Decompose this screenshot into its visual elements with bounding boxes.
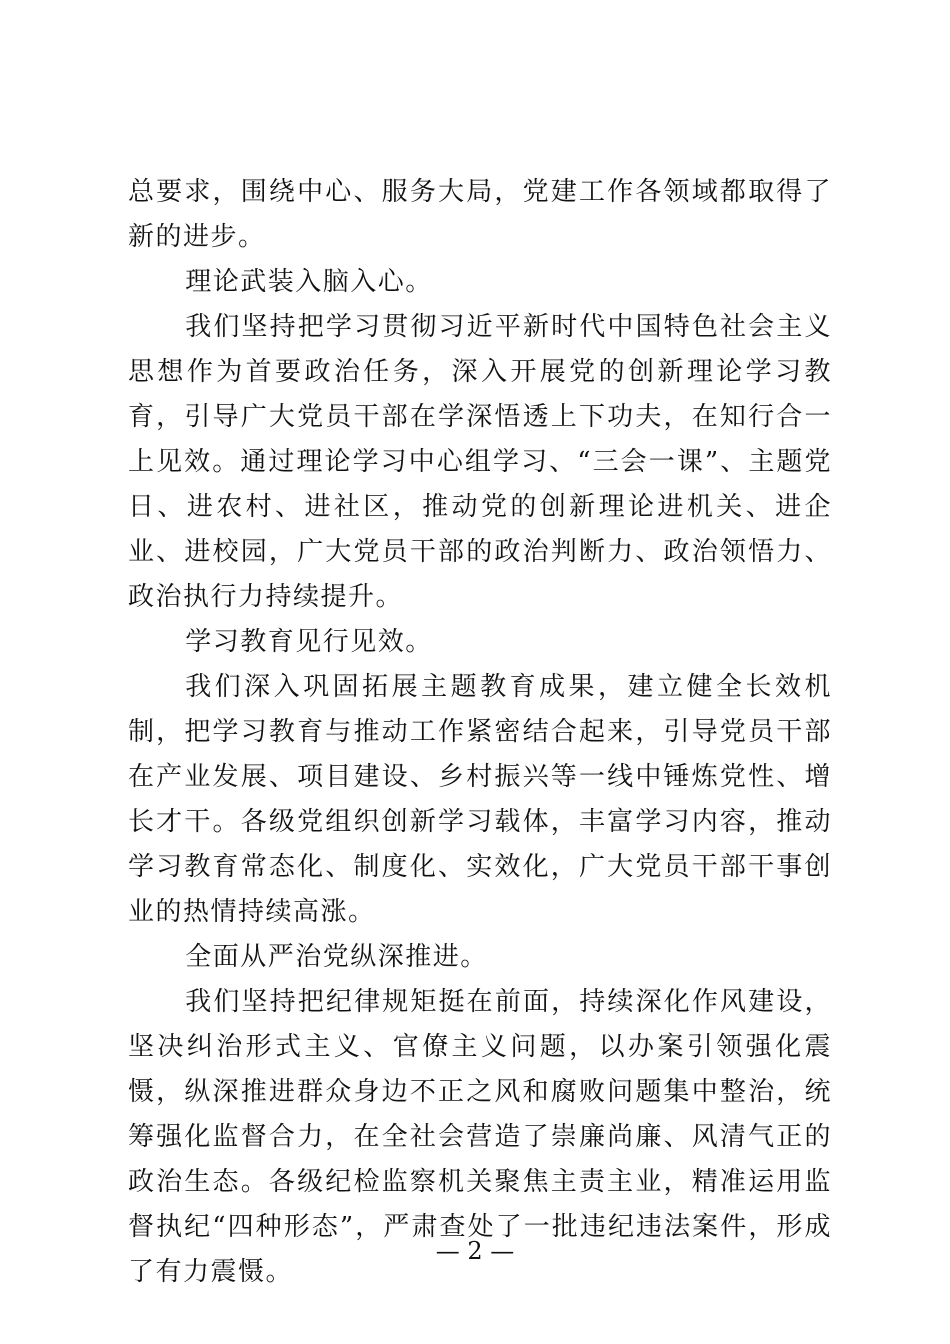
section-heading-discipline: 全面从严治党纵深推进。	[185, 942, 488, 972]
paragraph-theory: 我们坚持把学习贯彻习近平新时代中国特色社会主义思想作为首要政治任务，深入开展党的创新理论学习教育，引导广大党员干部在学深悟透上下功夫，在知行合一上见效。通过理论学习中心组学习、“三会一课”、主题党日、进农村、进社区，推动党的创新理论进机关、进企业、进校园，广大党员干部的政治判断力、政治领悟力、政治执行力持续提升。	[128, 312, 832, 612]
section-heading-theory: 理论武装入脑入心。	[185, 267, 433, 297]
paragraph-education: 我们深入巩固拓展主题教育成果，建立健全长效机制，把学习教育与推动工作紧密结合起来，引导党员干部在产业发展、项目建设、乡村振兴等一线中锤炼党性、增长才干。各级党组织创新学习载体，丰富学习内容，推动学习教育常态化、制度化、实效化，广大党员干部干事创业的热情持续高涨。	[128, 672, 832, 927]
paragraph-continuation: 总要求，围绕中心、服务大局，党建工作各领域都取得了新的进步。	[128, 177, 832, 252]
page-number: — 2 —	[435, 1237, 515, 1265]
paragraph-discipline: 我们坚持把纪律规矩挺在前面，持续深化作风建设，坚决纠治形式主义、官僚主义问题，以办案引领强化震慑，纵深推进群众身边不正之风和腐败问题集中整治，统筹强化监督合力，在全社会营造了崇廉尚廉、风清气正的政治生态。各级纪检监察机关聚焦主责主业，精准运用监督执纪“四种形态”，严肃查处了一批违纪违法案件，形成了有力震慑。	[128, 987, 832, 1287]
document-body	[128, 170, 832, 1295]
section-heading-education: 学习教育见行见效。	[185, 627, 433, 657]
